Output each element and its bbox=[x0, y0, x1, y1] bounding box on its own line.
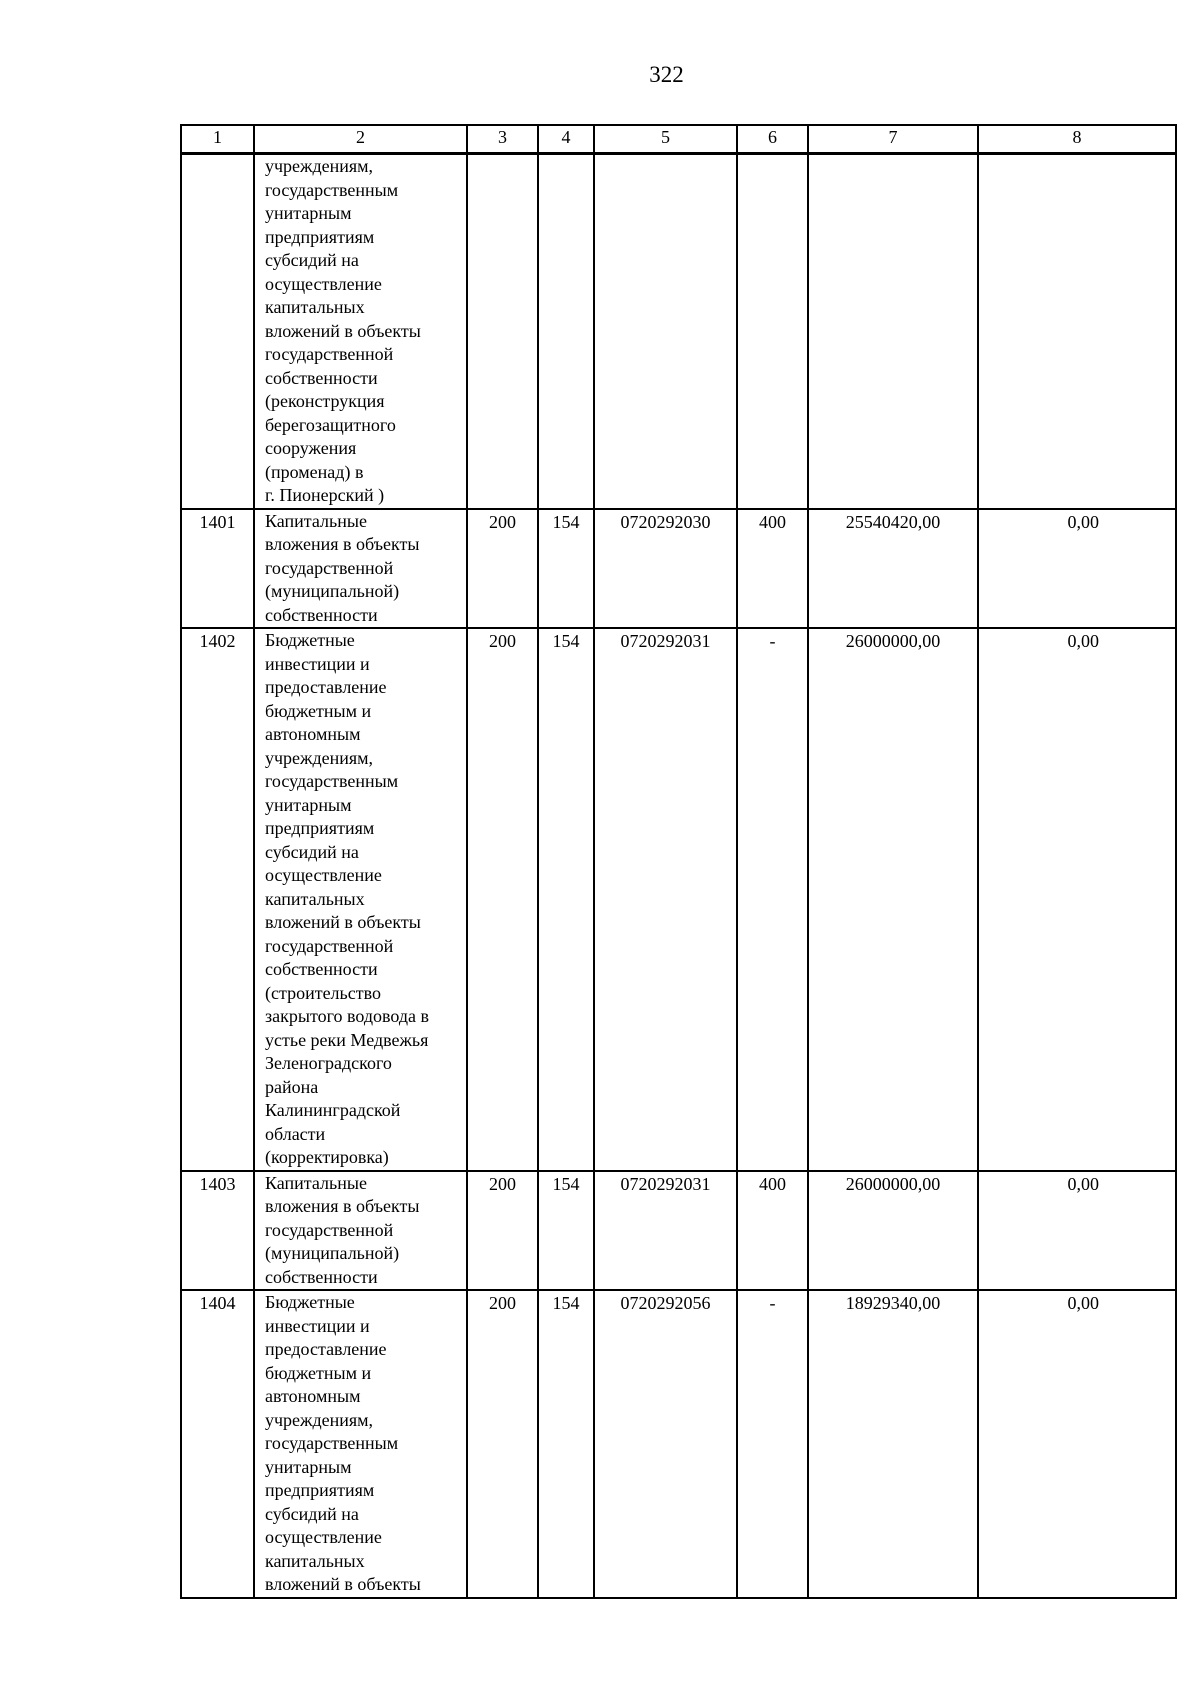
description-line: области bbox=[265, 1123, 326, 1144]
description-line: Бюджетные bbox=[265, 630, 355, 650]
description-line: осуществление bbox=[265, 273, 382, 294]
description-line: бюджетным и bbox=[265, 1362, 372, 1383]
description-line: предприятиям bbox=[265, 818, 375, 838]
page-number: 322 bbox=[649, 62, 684, 87]
description-cell bbox=[254, 1290, 467, 1598]
description-line: унитарным bbox=[265, 203, 352, 223]
header-col-3: 3 bbox=[467, 125, 538, 154]
description-line: вложения в объекты bbox=[265, 1196, 420, 1216]
target-article-cell: 0720292030 bbox=[594, 509, 737, 629]
header-col-5: 5 bbox=[594, 125, 737, 154]
expense-type-cell: 400 bbox=[737, 1171, 808, 1291]
description-line: вложений в объекты bbox=[265, 320, 421, 341]
amount-2-cell: 0,00 bbox=[978, 1290, 1176, 1598]
table-row bbox=[181, 1171, 1176, 1291]
description-line: унитарным bbox=[265, 1456, 352, 1477]
description-line: автономным bbox=[265, 1386, 361, 1406]
description-line: инвестиции и bbox=[265, 653, 370, 674]
amount-cell: 18929340,00 bbox=[808, 1290, 978, 1598]
description-line: сооружения bbox=[265, 438, 357, 458]
description-line: государственным bbox=[265, 179, 399, 200]
description-cell bbox=[254, 154, 467, 509]
description-line: государственной bbox=[265, 344, 394, 364]
expense-type-cell: - bbox=[737, 1290, 808, 1598]
description-line: (корректировка) bbox=[265, 1147, 389, 1167]
row-number-cell: 1403 bbox=[181, 1171, 254, 1291]
description-line: государственным bbox=[265, 771, 399, 791]
description-line: государственным bbox=[265, 1433, 399, 1453]
description-line: Калининградской bbox=[265, 1100, 401, 1120]
description-line: инвестиции и bbox=[265, 1315, 370, 1336]
description-line: государственной bbox=[265, 935, 394, 956]
description-line: осуществление bbox=[265, 1527, 382, 1547]
row-number-cell: 1404 bbox=[181, 1290, 254, 1598]
header-col-1: 1 bbox=[181, 125, 254, 154]
table-row bbox=[181, 154, 1176, 509]
description-line: субсидий на bbox=[265, 250, 359, 270]
row-number-cell: 1401 bbox=[181, 509, 254, 629]
ministry-code-cell: 200 bbox=[467, 509, 538, 629]
header-col-2: 2 bbox=[254, 125, 467, 154]
description-line: (променад) в bbox=[265, 461, 364, 482]
description-line: капитальных bbox=[265, 297, 365, 317]
description-line: предоставление bbox=[265, 1339, 387, 1359]
target-article-cell bbox=[594, 154, 737, 509]
target-article-cell: 0720292031 bbox=[594, 628, 737, 1171]
expense-type-cell: - bbox=[737, 628, 808, 1171]
description-line: (муниципальной) bbox=[265, 581, 400, 601]
description-line: учреждениям, bbox=[265, 1409, 374, 1430]
ministry-code-cell: 200 bbox=[467, 1290, 538, 1598]
description-line: унитарным bbox=[265, 794, 352, 815]
description-line: (строительство bbox=[265, 982, 381, 1003]
description-line: вложений в объекты bbox=[265, 912, 421, 932]
description-line: субсидий на bbox=[265, 1503, 359, 1524]
description-line: закрытого водовода в bbox=[265, 1006, 430, 1026]
description-cell bbox=[254, 1171, 467, 1291]
amount-2-cell: 0,00 bbox=[978, 628, 1176, 1171]
description-line: осуществление bbox=[265, 865, 382, 885]
table-row bbox=[181, 1290, 1176, 1598]
description-line: вложений в объекты bbox=[265, 1574, 421, 1594]
section-code-cell bbox=[538, 154, 594, 509]
description-line: субсидий на bbox=[265, 841, 359, 862]
amount-cell: 26000000,00 bbox=[808, 1171, 978, 1291]
description-line: государственной bbox=[265, 557, 394, 578]
description-line: Капитальные bbox=[265, 510, 367, 531]
description-cell bbox=[254, 628, 467, 1171]
description-line: бюджетным и bbox=[265, 700, 372, 721]
description-line: автономным bbox=[265, 724, 361, 744]
description-line: собственности bbox=[265, 1266, 378, 1287]
description-line: учреждениям, bbox=[265, 156, 374, 176]
ministry-code-cell bbox=[467, 154, 538, 509]
amount-cell: 26000000,00 bbox=[808, 628, 978, 1171]
table-body bbox=[181, 154, 1176, 1598]
target-article-cell: 0720292056 bbox=[594, 1290, 737, 1598]
description-line: собственности bbox=[265, 959, 378, 979]
description-line: предприятиям bbox=[265, 226, 375, 247]
table-row bbox=[181, 628, 1176, 1171]
header-col-6: 6 bbox=[737, 125, 808, 154]
expense-type-cell bbox=[737, 154, 808, 509]
header-row bbox=[181, 125, 1176, 154]
description-line: капитальных bbox=[265, 1550, 365, 1571]
expense-type-cell: 400 bbox=[737, 509, 808, 629]
description-line: капитальных bbox=[265, 888, 365, 909]
description-cell bbox=[254, 509, 467, 629]
ministry-code-cell: 200 bbox=[467, 628, 538, 1171]
description-line: учреждениям, bbox=[265, 747, 374, 768]
description-line: берегозащитного bbox=[265, 414, 396, 435]
section-code-cell: 154 bbox=[538, 628, 594, 1171]
table-row bbox=[181, 509, 1176, 629]
description-line: г. Пионерский ) bbox=[265, 485, 385, 505]
table-header bbox=[181, 125, 1176, 154]
description-line: собственности bbox=[265, 604, 378, 625]
row-number-cell: 1402 bbox=[181, 628, 254, 1171]
budget-table bbox=[180, 124, 1177, 1599]
section-code-cell: 154 bbox=[538, 1171, 594, 1291]
amount-cell bbox=[808, 154, 978, 509]
target-article-cell: 0720292031 bbox=[594, 1171, 737, 1291]
description-line: устье реки Медвежья bbox=[265, 1029, 429, 1050]
header-col-7: 7 bbox=[808, 125, 978, 154]
header-col-4: 4 bbox=[538, 125, 594, 154]
description-line: предприятиям bbox=[265, 1480, 375, 1500]
description-line: собственности bbox=[265, 367, 378, 388]
ministry-code-cell: 200 bbox=[467, 1171, 538, 1291]
amount-2-cell: 0,00 bbox=[978, 509, 1176, 629]
description-line: Зеленоградского bbox=[265, 1053, 392, 1073]
description-line: (муниципальной) bbox=[265, 1243, 400, 1263]
description-line: государственной bbox=[265, 1219, 394, 1240]
amount-cell: 25540420,00 bbox=[808, 509, 978, 629]
description-line: района bbox=[265, 1076, 319, 1097]
amount-2-cell: 0,00 bbox=[978, 1171, 1176, 1291]
amount-2-cell bbox=[978, 154, 1176, 509]
header-col-8: 8 bbox=[978, 125, 1176, 154]
section-code-cell: 154 bbox=[538, 1290, 594, 1598]
section-code-cell: 154 bbox=[538, 509, 594, 629]
description-line: предоставление bbox=[265, 677, 387, 697]
description-line: вложения в объекты bbox=[265, 534, 420, 554]
description-line: (реконструкция bbox=[265, 391, 385, 411]
row-number-cell bbox=[181, 154, 254, 509]
description-line: Капитальные bbox=[265, 1172, 367, 1193]
description-line: Бюджетные bbox=[265, 1292, 355, 1312]
